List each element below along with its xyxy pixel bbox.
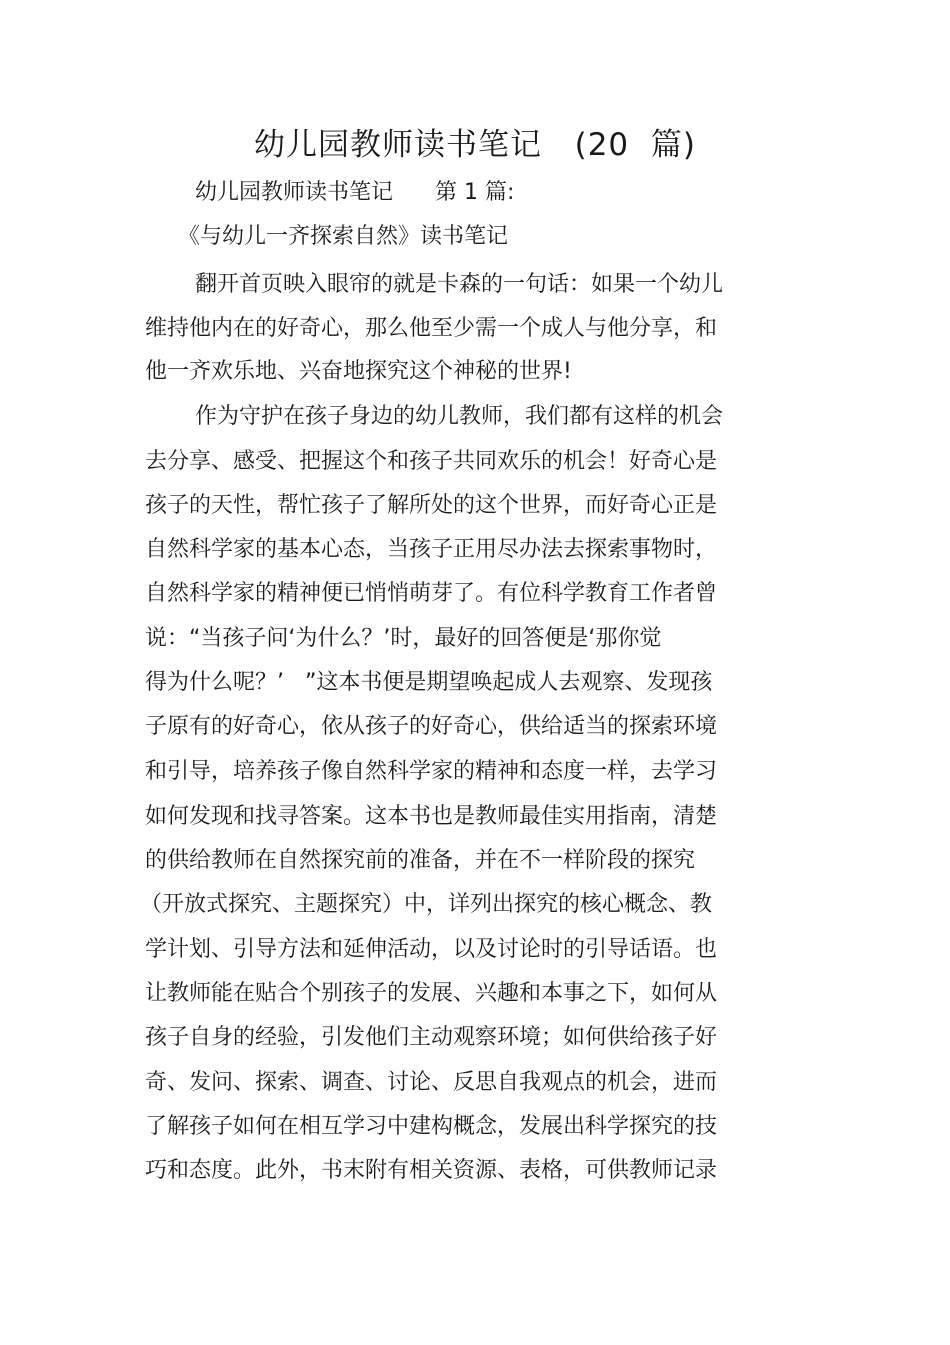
text-line: 去分享、感受、把握这个和孩子共同欢乐的机会！好奇心是: [145, 449, 718, 474]
text-line: 巧和态度。此外，书末附有相关资源、表格，可供教师记录: [145, 1158, 718, 1183]
section-heading: 幼儿园教师读书笔记 第 1 篇:: [195, 180, 515, 205]
text-line: 了解孩子如何在相互学习中建构概念，发展出科学探究的技: [145, 1114, 718, 1139]
text-line: 作为守护在孩子身边的幼儿教师，我们都有这样的机会: [195, 404, 724, 429]
text-line: 的供给教师在自然探究前的准备，并在不一样阶段的探究: [145, 848, 696, 873]
text-line: 学计划、引导方法和延伸活动，以及讨论时的引导话语。也: [145, 937, 718, 962]
text-line: 他一齐欢乐地、兴奋地探究这个神秘的世界!: [145, 359, 572, 384]
text-line: 维持他内在的好奇心，那么他至少需一个成人与他分享，和: [145, 316, 718, 341]
text-line: （开放式探究、主题探究）中，详列出探究的核心概念、教: [140, 892, 713, 917]
text-line: 孩子自身的经验，引发他们主动观察环境；如何供给孩子好: [145, 1025, 718, 1050]
page-title: 幼儿园教师读书笔记 (20 篇): [254, 127, 696, 163]
text-line: 自然科学家的基本心态，当孩子正用尽办法去探索事物时，: [145, 537, 718, 562]
text-line: 如何发现和找寻答案。这本书也是教师最佳实用指南，清楚: [145, 804, 718, 829]
text-line: 得为什么呢？’ ”这本书便是期望唤起成人去观察、发现孩: [145, 670, 713, 695]
book-title: 《与幼儿一齐探索自然》读书笔记: [178, 224, 509, 249]
text-line: 翻开首页映入眼帘的就是卡森的一句话：如果一个幼儿: [195, 272, 724, 297]
text-line: 奇、发问、探索、调查、讨论、反思自我观点的机会，进而: [145, 1070, 718, 1095]
text-line: 孩子的天性，帮忙孩子了解所处的这个世界，而好奇心正是: [145, 493, 718, 518]
text-line: 说：“当孩子问‘为什么？’时，最好的回答便是‘那你觉: [145, 626, 662, 651]
text-line: 子原有的好奇心，依从孩子的好奇心，供给适当的探索环境: [145, 714, 718, 739]
text-line: 自然科学家的精神便已悄悄萌芽了。有位科学教育工作者曾: [145, 581, 718, 606]
text-line: 和引导，培养孩子像自然科学家的精神和态度一样，去学习: [145, 759, 718, 784]
text-line: 让教师能在贴合个别孩子的发展、兴趣和本事之下，如何从: [145, 981, 718, 1006]
